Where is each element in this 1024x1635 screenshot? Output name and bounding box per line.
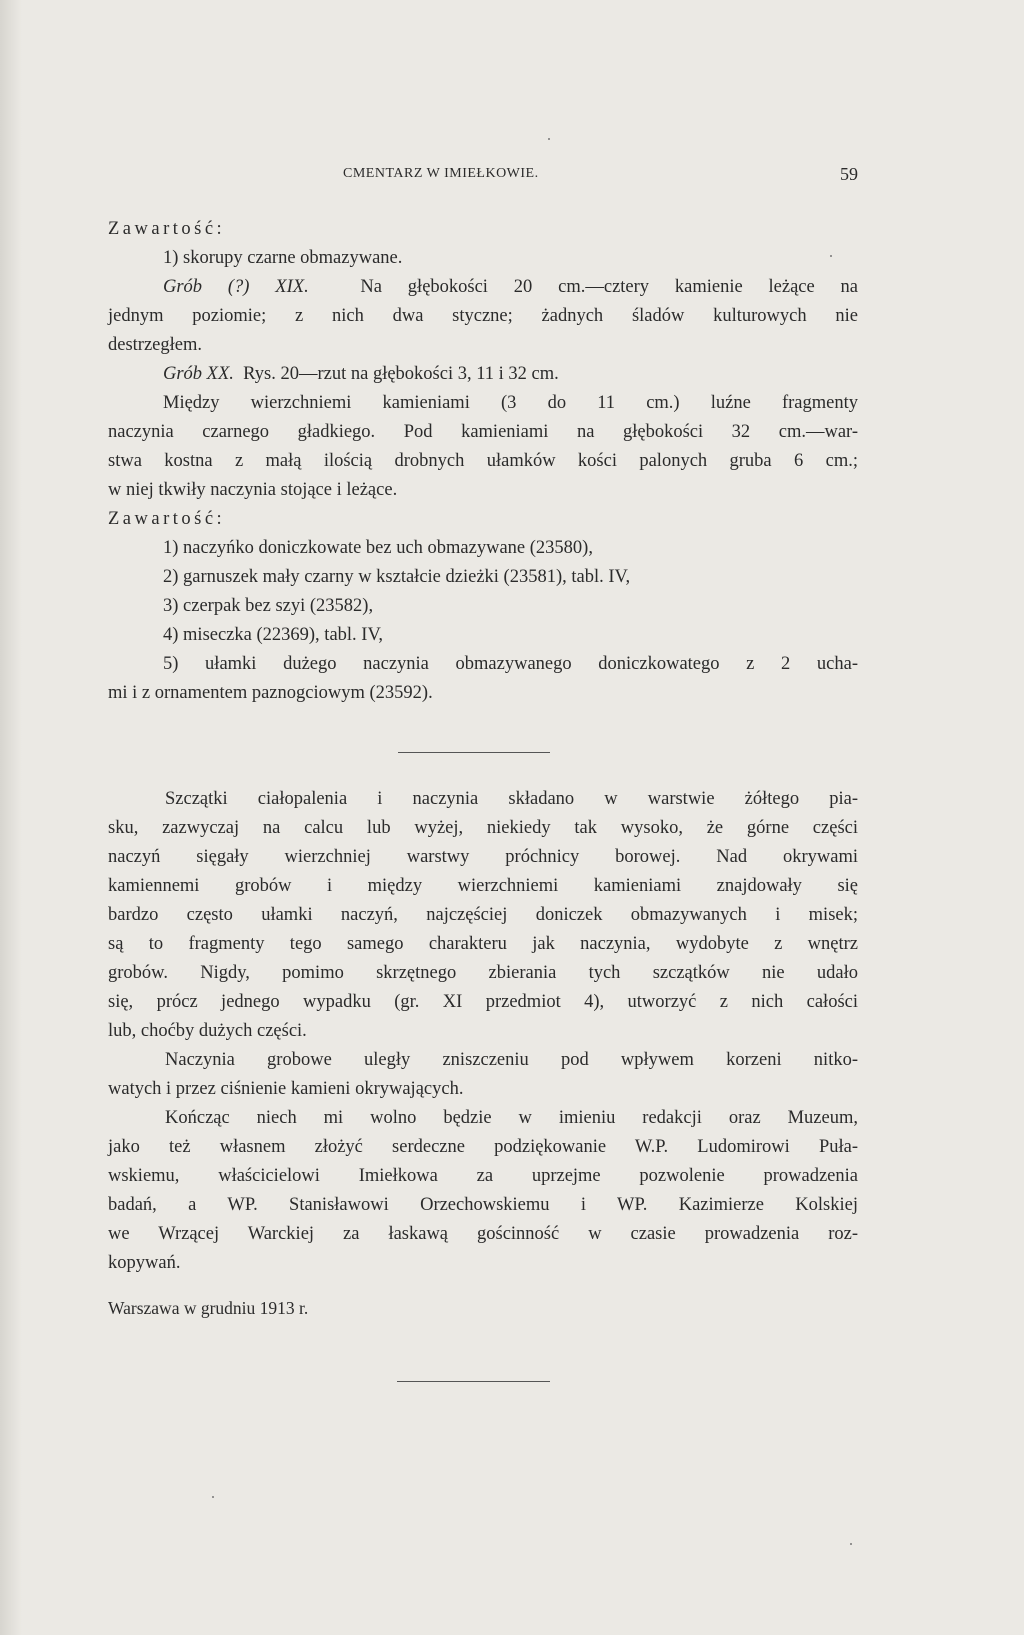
section-divider [398,752,550,753]
paper-speck [548,138,550,140]
grave-title: Grób (?) XIX. [163,277,309,297]
paragraph-line: bardzo często ułamki naczyń, najczęściej doniczek obmazywanych i misek; [108,905,858,925]
paper-speck [212,1496,214,1498]
paragraph-line: w niej tkwiły naczynia stojące i leżące. [108,480,398,500]
grave-xix-line [108,273,858,302]
text-block-graves [108,215,858,708]
list-item: 5) ułamki dużego naczynia obmazywanego doniczkowatego z 2 ucha- [163,654,858,674]
text-block-summary [108,785,858,1278]
paragraph-line: sku, zazwyczaj na calcu lub wyżej, niekiedy tak wysoko, że górne części [108,818,858,838]
page-header [108,166,858,190]
paragraph-line: destrzegłem. [108,335,202,355]
paragraph-line: stwa kostna z małą ilością drobnych ułamków kości palonych gruba 6 cm.; [108,451,858,471]
grave-xx-line [108,360,858,389]
section-heading: Zawartość: [108,219,226,239]
paragraph-line: Kończąc niech mi wolno będzie w imieniu redakcji oraz Muzeum, [165,1108,858,1128]
list-item: 3) czerpak bez szyi (23582), [163,596,374,616]
paragraph-line: naczyń sięgały wierzchniej warstwy próchnicy borowej. Nad okrywami [108,847,858,867]
page-number: 59 [840,164,858,184]
paragraph-line: grobów. Nigdy, pomimo skrzętnego zbierania tych szczątków nie udało [108,963,858,983]
grave-xx-text: Rys. 20—rzut na głębokości 3, 11 i 32 cm. [243,364,559,384]
paragraph-line: kopywań. [108,1253,181,1273]
paragraph-line: lub, choćby dużych części. [108,1021,307,1041]
list-item: 4) miseczka (22369), tabl. IV, [163,625,384,645]
list-item: 1) skorupy czarne obmazywane. [163,248,403,268]
grave-title: Grób XX. [163,364,234,384]
running-head: CMENTARZ W IMIEŁKOWIE. [343,166,539,181]
paragraph-line: jednym poziomie; z nich dwa styczne; żadnych śladów kulturowych nie [108,306,858,326]
paragraph-line: watych i przez ciśnienie kamieni okrywających. [108,1079,464,1099]
paragraph-line: są to fragmenty tego samego charakteru jak naczynia, wydobyte z wnętrz [108,934,858,954]
paragraph-line: jako też własnem złożyć serdeczne podziękowanie W.P. Ludomirowi Puła- [108,1137,858,1157]
paper-speck [850,1543,852,1545]
list-item-continuation: mi i z ornamentem paznogciowym (23592). [108,683,433,703]
end-divider [397,1381,550,1382]
paragraph-line: Między wierzchniemi kamieniami (3 do 11 cm.) luźne fragmenty [163,393,858,413]
paper-speck [830,255,832,257]
section-heading: Zawartość: [108,509,226,529]
paragraph-line: naczynia czarnego gładkiego. Pod kamieniami na głębokości 32 cm.—war- [108,422,858,442]
list-item: 1) naczyńko doniczkowate bez uch obmazywane (23580), [163,538,593,558]
signoff: Warszawa w grudniu 1913 r. [108,1298,309,1318]
paragraph-line: Naczynia grobowe uległy zniszczeniu pod wpływem korzeni nitko- [165,1050,858,1070]
paragraph-line: badań, a WP. Stanisławowi Orzechowskiemu i WP. Kazimierze Kolskiej [108,1195,858,1215]
grave-xix-text: Na głębokości 20 cm.—cztery kamienie leżące na [360,277,859,297]
page-edge-shadow [0,0,22,1635]
paragraph-line: wskiemu, właścicielowi Imiełkowa za uprzejme pozwolenie prowadzenia [108,1166,858,1186]
paragraph-line: kamiennemi grobów i między wierzchniemi kamieniami znajdowały się [108,876,858,896]
signoff-block [108,1294,858,1323]
paragraph-line: Szczątki ciałopalenia i naczynia składano w warstwie żółtego pia- [165,789,858,809]
list-item: 2) garnuszek mały czarny w kształcie dzieżki (23581), tabl. IV, [163,567,631,587]
paragraph-line: we Wrzącej Warckiej za łaskawą gościnność w czasie prowadzenia roz- [108,1224,858,1244]
paragraph-line: się, prócz jednego wypadku (gr. XI przedmiot 4), utworzyć z nich całości [108,992,858,1012]
